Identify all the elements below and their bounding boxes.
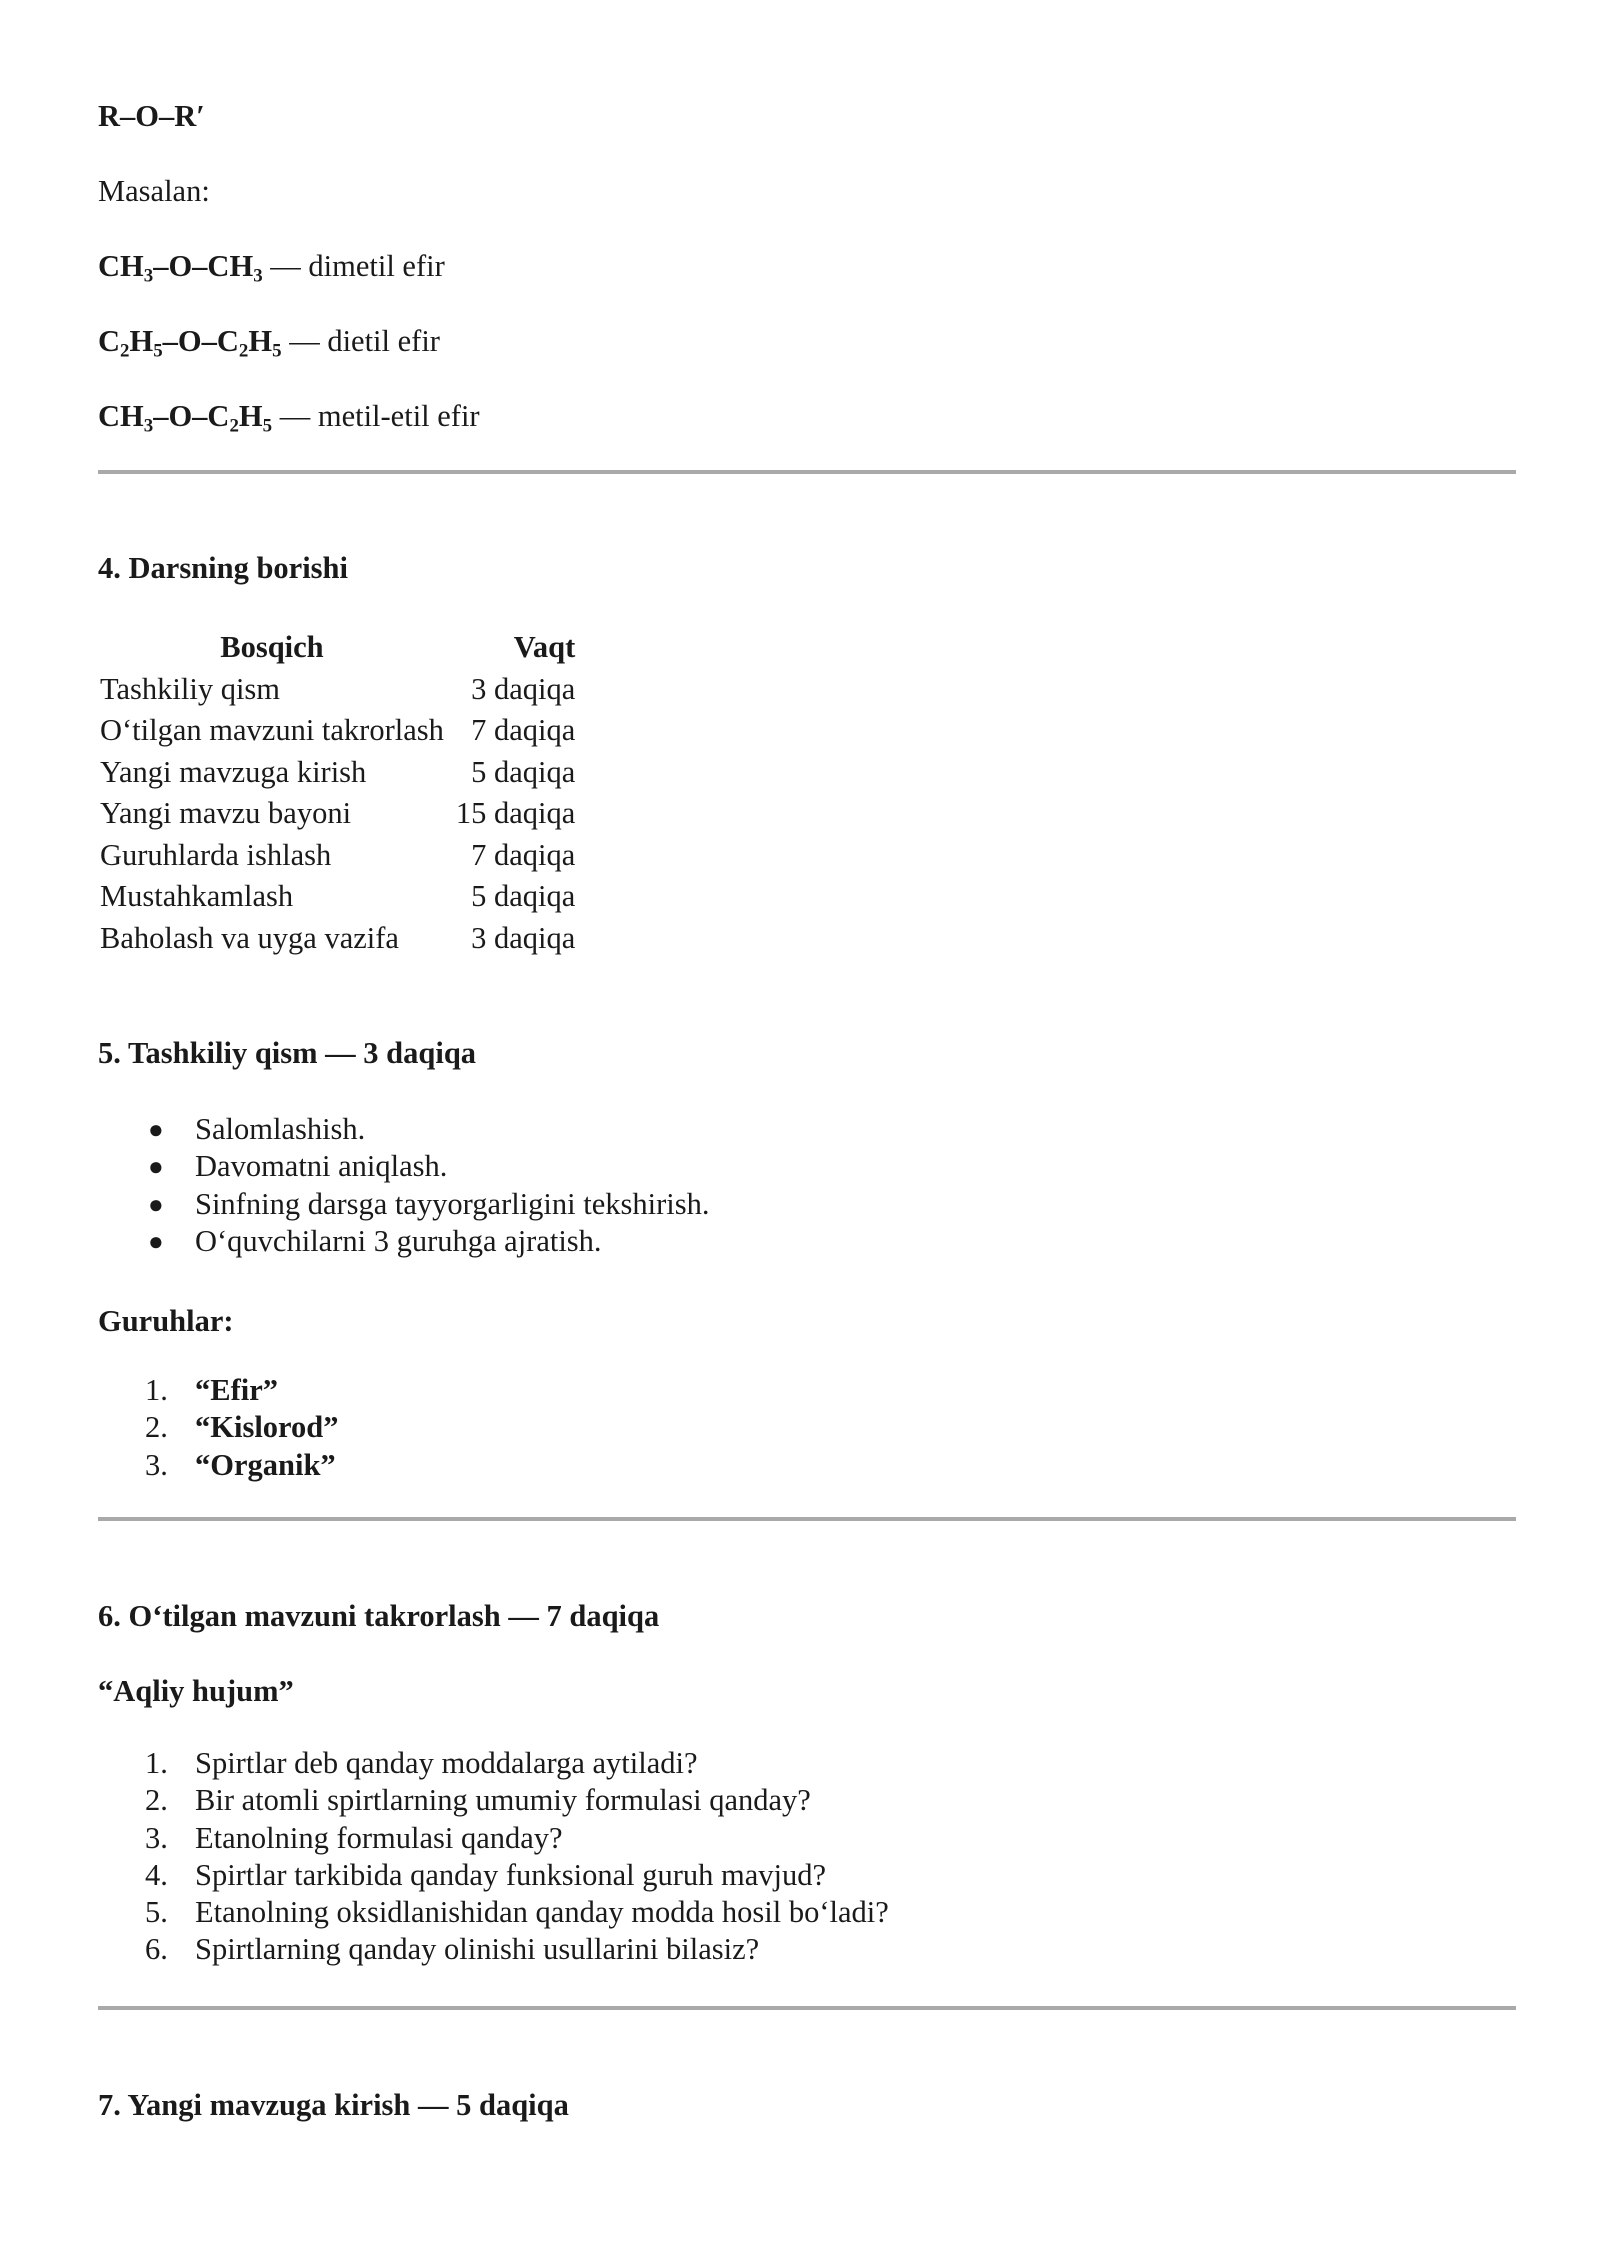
formula-dimethyl: $CH_3-O-CH_3$	[98, 249, 263, 287]
question-text: Bir atomli spirtlarning umumiy formulasi qanday?	[195, 1783, 811, 1818]
stage-cell: Tashkiliy qism	[100, 671, 281, 706]
list-number: 1.	[145, 1373, 168, 1407]
formula-example-dimethyl	[98, 249, 445, 287]
formula-name-diethyl: dietil efir	[327, 324, 440, 358]
list-item	[98, 1447, 339, 1484]
stage-cell: Yangi mavzu bayoni	[100, 796, 352, 830]
list-item	[98, 1409, 339, 1446]
list-number: 1.	[145, 1746, 168, 1780]
table-row	[98, 710, 577, 752]
table-row	[98, 835, 577, 877]
formula-example-diethyl	[98, 324, 440, 362]
header-time: Vaqt	[513, 630, 576, 664]
stage-cell: Baholash va uyga vazifa	[100, 920, 399, 955]
stage-cell: Yangi mavzuga kirish	[100, 754, 367, 789]
list-number: 3.	[145, 1820, 168, 1855]
bullet-icon: ●	[148, 1152, 164, 1182]
list-item-text: Salomlashish.	[195, 1112, 366, 1146]
table-header-row	[98, 627, 577, 669]
formula-diethyl: $C_2H_5-O-C_2H_5$	[98, 324, 282, 362]
list-item	[98, 1186, 709, 1223]
time-cell: 5 daqiqa	[471, 754, 576, 789]
list-item-text: Sinfning darsga tayyorgarligini tekshirish.	[195, 1186, 710, 1221]
list-item	[98, 1931, 889, 1968]
bullet-icon: ●	[148, 1189, 164, 1219]
list-number: 2.	[145, 1783, 168, 1818]
horizontal-rule	[98, 470, 1516, 474]
table-row	[98, 876, 577, 918]
section-6-title: 6. O‘tilgan mavzuni takrorlash — 7 daqiqa	[98, 1599, 660, 1633]
stage-cell: Mustahkamlash	[100, 879, 294, 913]
list-item	[98, 1894, 889, 1931]
formula-name-methyl-ethyl: metil-etil efir	[317, 399, 480, 433]
group-name: “Kislorod”	[195, 1410, 339, 1445]
formula-methyl-ethyl: $CH_3-O-C_2H_5$	[98, 399, 273, 437]
list-number: 2.	[145, 1410, 168, 1445]
time-cell: 5 daqiqa	[471, 879, 576, 913]
list-item	[98, 1820, 889, 1857]
formula-dash: —	[281, 324, 328, 358]
table-row	[98, 918, 577, 960]
group-name: “Efir”	[195, 1373, 279, 1407]
time-cell: 7 daqiqa	[471, 713, 576, 747]
time-cell: 3 daqiqa	[471, 920, 576, 955]
groups-list	[98, 1372, 339, 1484]
horizontal-rule	[98, 2006, 1516, 2010]
stage-cell: O‘tilgan mavzuni takrorlash	[100, 713, 444, 747]
time-cell: 7 daqiqa	[471, 837, 576, 872]
list-number: 3.	[145, 1447, 168, 1482]
header-stage: Bosqich	[220, 630, 324, 664]
example-label: Masalan:	[98, 174, 210, 208]
formula-example-methyl-ethyl	[98, 399, 480, 437]
list-item-text: O‘quvchilarni 3 guruhga ajratish.	[195, 1223, 602, 1258]
general-formula: R–O–R′	[98, 99, 205, 133]
list-item	[98, 1782, 889, 1819]
question-text: Spirtlar tarkibida qanday funksional guruh mavjud?	[195, 1857, 827, 1892]
lesson-schedule-table	[98, 627, 577, 959]
question-text: Spirtlar deb qanday moddalarga aytiladi?	[195, 1746, 698, 1780]
list-item	[98, 1111, 709, 1148]
table-row	[98, 793, 577, 835]
section-5-title: 5. Tashkiliy qism — 3 daqiqa	[98, 1036, 477, 1070]
group-name: “Organik”	[195, 1447, 336, 1482]
list-item	[98, 1148, 709, 1185]
list-item	[98, 1745, 889, 1782]
table-row	[98, 669, 577, 711]
question-text: Etanolning oksidlanishidan qanday modda hosil bo‘ladi?	[195, 1895, 889, 1930]
review-questions-list	[98, 1745, 889, 1969]
bullet-icon: ●	[148, 1115, 164, 1144]
formula-dash: —	[262, 249, 309, 283]
list-number: 4.	[145, 1857, 168, 1892]
list-item	[98, 1372, 339, 1409]
bullet-icon: ●	[148, 1226, 164, 1256]
time-cell: 3 daqiqa	[471, 671, 576, 706]
method-title: “Aqliy hujum”	[98, 1674, 294, 1708]
list-item	[98, 1223, 709, 1260]
formula-dash: —	[272, 399, 318, 433]
list-number: 6.	[145, 1932, 168, 1967]
horizontal-rule	[98, 1517, 1516, 1521]
question-text: Spirtlarning qanday olinishi usullarini bilasiz?	[195, 1932, 760, 1967]
stage-cell: Guruhlarda ishlash	[100, 837, 332, 872]
list-item	[98, 1857, 889, 1894]
section-4-title: 4. Darsning borishi	[98, 551, 348, 585]
organization-bullet-list	[98, 1111, 709, 1260]
section-7-title: 7. Yangi mavzuga kirish — 5 daqiqa	[98, 2088, 569, 2122]
question-text: Etanolning formulasi qanday?	[195, 1820, 563, 1855]
time-cell: 15 daqiqa	[455, 796, 576, 830]
formula-name-dimethyl: dimetil efir	[308, 249, 445, 283]
list-item-text: Davomatni aniqlash.	[195, 1149, 448, 1184]
table-row	[98, 752, 577, 794]
groups-title: Guruhlar:	[98, 1304, 234, 1338]
list-number: 5.	[145, 1895, 168, 1930]
